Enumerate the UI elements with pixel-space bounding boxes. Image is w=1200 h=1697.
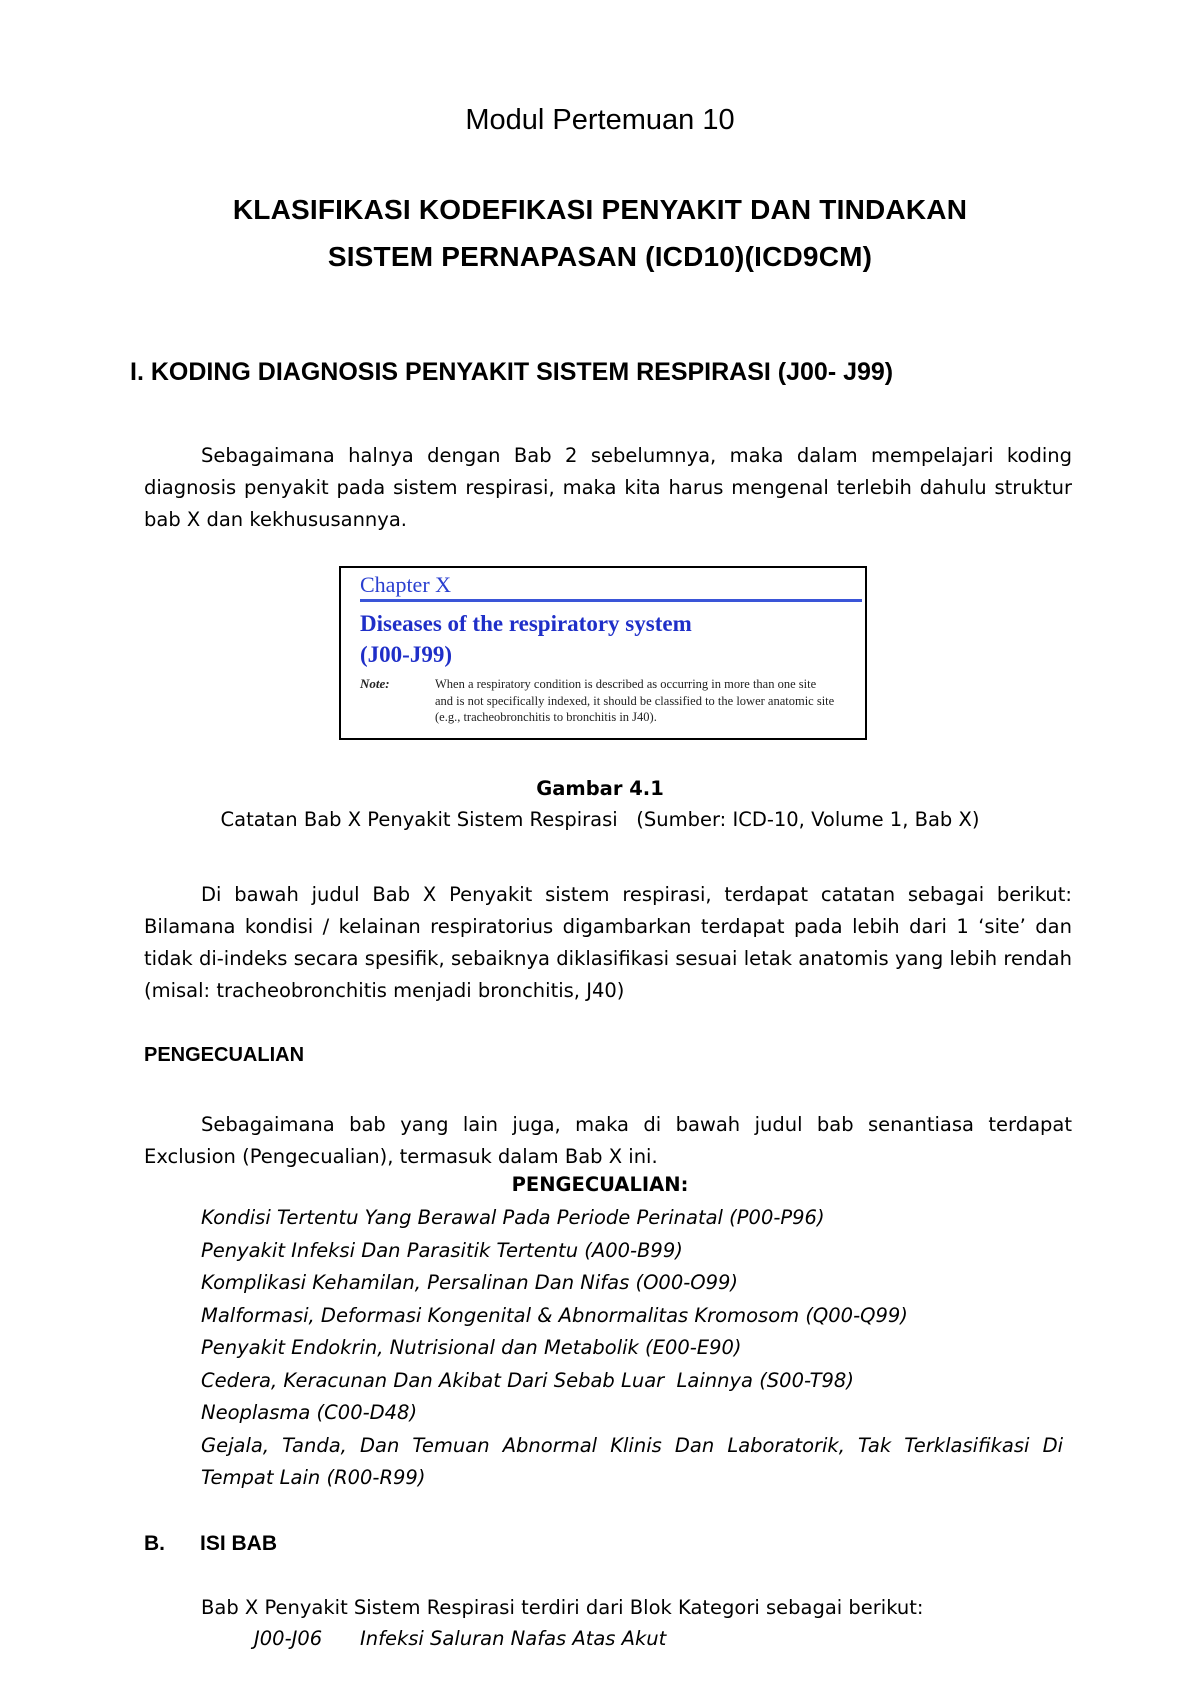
module-title: Modul Pertemuan 10 [465, 104, 735, 136]
section-b-label: B. [144, 1532, 165, 1555]
note-label: Note: [360, 676, 390, 691]
chapter-figure [339, 566, 867, 740]
chapter-label: Chapter X [360, 572, 452, 597]
exclusion-paragraph-text: Sebagaimana bab yang lain juga, maka di bawah judul bab senantiasa terdapat Exclusion (Pengecualian), termasuk dalam Bab X ini. [144, 1113, 1072, 1168]
list-item: Neoplasma (C00-D48) [201, 1401, 418, 1424]
list-item: Malformasi, Deformasi Kongenital & Abnormalitas Kromosom (Q00-Q99) [201, 1303, 908, 1327]
main-title [0, 186, 1200, 280]
exclusion-heading: PENGECUALIAN [144, 1044, 305, 1066]
list-item: Komplikasi Kehamilan, Persalinan Dan Nifas (O00-O99) [201, 1271, 739, 1294]
note-paragraph [144, 879, 1072, 1007]
figure-caption-text: Catatan Bab X Penyakit Sistem Respirasi (Sumber: ICD-10, Volume 1, Bab X) [220, 808, 980, 831]
note-paragraph-text: Di bawah judul Bab X Penyakit sistem respirasi, terdapat catatan sebagai berikut: Bilamana kondisi / kelainan respiratorius digambarkan terdapat pada lebih dari 1 ‘site’ dan tidak di-indeks secara spesifik, sebaiknya diklasifikasi sesuai letak anatomis yang lebih rendah (misal: tracheobronchitis menjadi bronchitis, J40) [144, 883, 1072, 1002]
list-item: Penyakit Endokrin, Nutrisional dan Metabolik (E00-E90) [201, 1336, 742, 1359]
figure-caption-title: Gambar 4.1 [536, 777, 664, 800]
list-item: Gejala, Tanda, Dan Temuan Abnormal Klinis Dan Laboratorik, Tak Terklasifikasi Di Tempat Lain (R00-R99) [201, 1433, 1063, 1489]
main-title-line-1: KLASIFIKASI KODEFIKASI PENYAKIT DAN TINDAKAN [232, 194, 968, 225]
chapter-title-line-1: Diseases of the respiratory system [360, 611, 692, 636]
section-b-heading: ISI BAB [200, 1532, 278, 1555]
exclusion-paragraph [144, 1109, 1072, 1173]
list-item: Kondisi Tertentu Yang Berawal Pada Periode Perinatal (P00-P96) [201, 1206, 825, 1229]
list-item: Cedera, Keracunan Dan Akibat Dari Sebab Luar Lainnya (S00-T98) [201, 1368, 854, 1392]
section-heading-diagnosis: I. KODING DIAGNOSIS PENYAKIT SISTEM RESPIRASI (J00- J99) [130, 358, 894, 386]
chapter-title [360, 608, 692, 670]
block-code: J00-J06 [254, 1627, 323, 1650]
block-category-row [254, 1627, 666, 1650]
exclusion-list [201, 1202, 1063, 1495]
note-text: When a respiratory condition is described as occurring in more than one site and is not specifically indexed, it should be classified to the lower anatomic site (e.g., tracheobronchitis to bronchitis in J40). [435, 677, 835, 724]
block-intro: Bab X Penyakit Sistem Respirasi terdiri dari Blok Kategori sebagai berikut: [201, 1596, 924, 1619]
intro-paragraph [144, 440, 1072, 536]
chapter-divider [360, 599, 862, 602]
intro-paragraph-text: Sebagaimana halnya dengan Bab 2 sebelumnya, maka dalam mempelajari koding diagnosis penyakit pada sistem respirasi, maka kita harus mengenal terlebih dahulu struktur bab X dan kekhususannya. [144, 444, 1072, 531]
main-title-line-2: SISTEM PERNAPASAN (ICD10)(ICD9CM) [327, 241, 873, 272]
block-name: Infeksi Saluran Nafas Atas Akut [360, 1627, 667, 1650]
list-item: Penyakit Infeksi Dan Parasitik Tertentu (A00-B99) [201, 1238, 683, 1262]
chapter-title-line-2: (J00-J99) [360, 642, 452, 667]
exclusion-list-heading: PENGECUALIAN: [511, 1173, 689, 1196]
